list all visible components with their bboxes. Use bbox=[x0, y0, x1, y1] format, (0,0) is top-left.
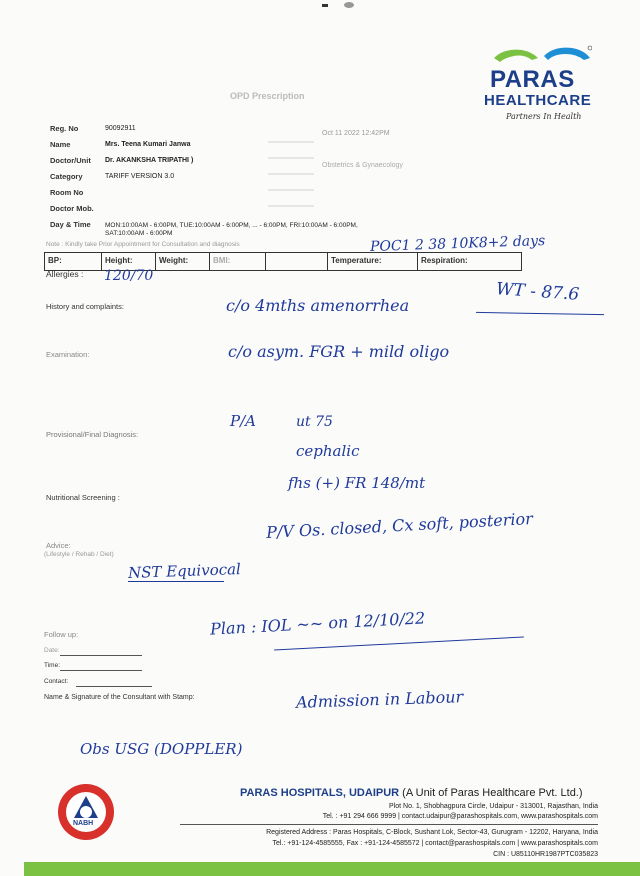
handwritten-ut: ut 75 bbox=[296, 414, 333, 430]
footer-divider bbox=[180, 824, 598, 825]
visit-date: Oct 11 2022 12:42PM bbox=[322, 130, 390, 137]
handwritten-cephalic: cephalic bbox=[296, 442, 360, 460]
bmi-label: BMI: bbox=[213, 256, 231, 265]
handwritten-examination: c/o asym. FGR + mild oligo bbox=[228, 342, 450, 361]
handwritten-plan: Plan : IOL ~~ on 12/10/22 bbox=[209, 608, 426, 639]
bp-label: BP: bbox=[48, 256, 62, 265]
appointment-note: Note : Kindly take Prior Appointment for Consultation and diagnosis bbox=[46, 241, 240, 248]
room-label: Room No bbox=[50, 188, 84, 197]
vitals-divider bbox=[417, 253, 418, 270]
contact-label: Contact: bbox=[44, 678, 69, 685]
reg-no-label: Reg. No bbox=[50, 124, 79, 133]
footer-registered-address: Registered Address : Paras Hospitals, C-Block, Sushant Lok, Sector-43, Gurugram - 12202, Haryana, India bbox=[266, 829, 598, 836]
signature-label: Name & Signature of the Consultant with Stamp: bbox=[44, 694, 195, 701]
brand-name-line2: HEALTHCARE bbox=[484, 92, 592, 109]
nabh-label: NABH bbox=[73, 820, 94, 827]
diagnosis-label: Provisional/Final Diagnosis: bbox=[46, 430, 139, 439]
doctor-label: Doctor/Unit bbox=[50, 156, 91, 165]
advice-label: Advice: bbox=[46, 541, 71, 550]
weight-label: Weight: bbox=[159, 256, 189, 265]
footer-hospital-line bbox=[240, 787, 583, 799]
vitals-divider bbox=[209, 253, 210, 270]
brand-name: PARAS bbox=[490, 66, 575, 93]
doctor-value: Dr. AKANKSHA TRIPATHI ) bbox=[105, 157, 194, 164]
day-time-label: Day & Time bbox=[50, 220, 91, 229]
nst-underline bbox=[128, 581, 224, 582]
name-label: Name bbox=[50, 140, 71, 149]
category-value: TARIFF VERSION 3.0 bbox=[105, 173, 175, 180]
footer-contact: Tel. : +91 294 666 9999 | contact.udaipur@parashospitals.com, www.parashospitals.com bbox=[322, 813, 598, 820]
examination-label: Examination: bbox=[46, 350, 90, 359]
day-time-value-2: SAT:10:00AM - 6:00PM bbox=[105, 230, 173, 237]
time-label: Time: bbox=[44, 662, 61, 669]
department: Obstetrics & Gynaecology bbox=[322, 162, 403, 169]
follow-up-label: Follow up: bbox=[44, 630, 79, 639]
vitals-divider bbox=[265, 253, 266, 270]
weight-underline bbox=[476, 312, 604, 315]
vitals-divider bbox=[327, 253, 328, 270]
footer-hospital-name: PARAS HOSPITALS, UDAIPUR bbox=[240, 787, 400, 799]
plan-underline bbox=[274, 636, 524, 650]
reg-no-value: 90092911 bbox=[105, 125, 136, 132]
scan-speck bbox=[322, 4, 328, 7]
history-label: History and complaints: bbox=[46, 302, 124, 311]
advice-sub-label: (Lifestyle / Rehab / Diet) bbox=[44, 551, 114, 558]
scan-speck bbox=[344, 2, 354, 8]
handwritten-admission: Admission in Labour bbox=[295, 687, 464, 712]
handwritten-pa: P/A bbox=[230, 412, 256, 430]
date-line bbox=[60, 655, 142, 656]
handwritten-nst: NST Equivocal bbox=[127, 560, 242, 582]
footer-registered-contact: Tel.: +91-124-4585555, Fax : +91-124-4585572 | contact@parashospitals.com | www.parashospitals.com bbox=[272, 840, 598, 847]
vitals-divider bbox=[155, 253, 156, 270]
tagline: Partners In Health bbox=[506, 112, 582, 121]
handwritten-history: c/o 4mths amenorrhea bbox=[226, 296, 410, 315]
handwritten-obs-usg: Obs USG (DOPPLER) bbox=[80, 740, 243, 758]
category-label: Category bbox=[50, 172, 83, 181]
handwritten-weight: WT - 87.6 bbox=[495, 279, 580, 305]
day-time-value: MON:10:00AM - 6:00PM, TUE:10:00AM - 6:00PM, ... - 6:00PM, FRI:10:00AM - 6:00PM, bbox=[105, 222, 358, 229]
footer-unit: (A Unit of Paras Healthcare Pvt. Ltd.) bbox=[402, 787, 583, 799]
contact-line bbox=[76, 686, 152, 687]
handwritten-poc: POC1 2 38 10K8+2 days bbox=[369, 232, 546, 256]
time-line bbox=[60, 670, 142, 671]
footer-address: Plot No. 1, Shobhagpura Circle, Udaipur - 313001, Rajasthan, India bbox=[389, 803, 598, 810]
allergies-label: Allergies : bbox=[46, 269, 84, 279]
date-label: Date: bbox=[44, 647, 60, 654]
handwritten-fhr: fhs (+) FR 148/mt bbox=[288, 474, 426, 492]
nabh-seal-icon bbox=[56, 782, 116, 842]
handwritten-bp-value: 120/70 bbox=[104, 268, 154, 284]
hands-logo-icon bbox=[492, 44, 592, 68]
name-value: Mrs. Teena Kumari Janwa bbox=[105, 141, 191, 148]
nabh-seal bbox=[56, 782, 116, 842]
vitals-divider bbox=[101, 253, 102, 270]
nutritional-label: Nutritional Screening : bbox=[46, 493, 120, 502]
logo bbox=[484, 44, 604, 124]
height-label: Height: bbox=[105, 256, 133, 265]
faint-scan-block bbox=[268, 130, 314, 220]
footer-cin: CIN : U85110HR1987PTC035823 bbox=[493, 851, 598, 858]
doc-title: OPD Prescription bbox=[230, 91, 305, 101]
respiration-label: Respiration: bbox=[421, 256, 468, 265]
footer-green-band bbox=[24, 862, 640, 876]
handwritten-pv: P/V Os. closed, Cx soft, posterior bbox=[265, 509, 534, 542]
doctor-mob-label: Doctor Mob. bbox=[50, 204, 94, 213]
temperature-label: Temperature: bbox=[331, 256, 382, 265]
